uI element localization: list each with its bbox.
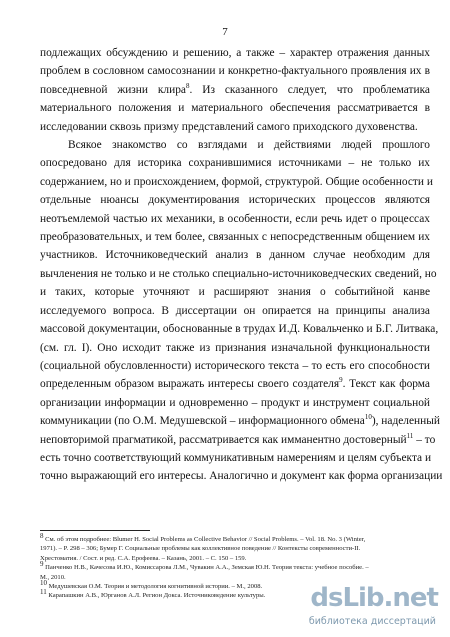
footnote-line: $^9$ Панченко Н.В., Качесова И.Ю., Комиссарова Л.М., Чувакин А.А., Земская Ю.Н. Теория текста: учебное пособие. – [40, 560, 369, 572]
text-line: определенным образом выражать интересы своего создателя$^9$. Текст как форма [40, 376, 430, 391]
text-line: исследуемого вопроса. В диссертации он опирается на принципы анализа [40, 304, 430, 317]
footnote-number: 9 [40, 560, 44, 569]
watermark-logo-text: dsLib.net [310, 583, 438, 613]
watermark-logo [308, 583, 438, 631]
text-line: есть точно соответствующий коммуникативным намерениям и целям субъекта и [40, 451, 432, 464]
text-line: (социальной обусловленности) исторического текста – то есть его способности [40, 359, 430, 372]
footnote-line: $^{10}$ Медушевская О.М. Теория и методология когнитивной истории. – М., 2008. [40, 578, 263, 591]
body-text [40, 44, 443, 486]
footnote-line: М., 2010. [40, 573, 66, 581]
text-line: Всякое знакомство со взглядами и действиями людей прошлого [68, 139, 430, 152]
watermark-tagline: библиотека диссертаций [308, 616, 436, 627]
text-line: организации информации и одновременно – продукт и инструмент социальной [40, 396, 430, 409]
footnote-line: 1971). – P. 298 – 306; Бумер Г. Социальные проблемы как коллективное поведение // Контексты современности-II. [40, 545, 361, 553]
text-line: проблем в сословном самосознании и конкретно-фактуального проявления их в [40, 65, 430, 78]
text-line: содержанием, но и происхождением, формой, структурой. Общие особенности и [40, 175, 433, 188]
footnote-ref[interactable]: 11 [406, 431, 414, 440]
text-line: массовой документации, обоснованные в трудах И.Д. Ковальченко и Б.Г. Литвака, [40, 323, 439, 336]
text-line: исследовании сквозь призму представлений самого приходского духовенства. [40, 120, 418, 133]
footnote-number: 8 [40, 531, 44, 540]
text-line: отдельные нюансы документирования исторических процессов являются [40, 194, 430, 207]
text-line: неповторимой прагматикой, рассматривается как имманентно достоверный$^{11}$ – то [40, 431, 436, 446]
footnote-line: $^{11}$ Карапашкин А.В., Юрганов А.Л. Регион Докса. Источниковедение культуры. [40, 588, 266, 600]
text-line: и таких, которые уточняют и расширяют знания о событийной канве [40, 286, 430, 299]
text-line: участников. Источниковедческий анализ в данном случае необходим для [40, 249, 430, 262]
footnote-ref[interactable]: 8 [185, 82, 190, 91]
text-line: вычленения не только и не столько специально-источниковедческих сведений, но [40, 267, 437, 280]
text-line: неотъемлемой частью их механики, в особенности, если речь идет о процессах [40, 212, 430, 225]
text-line: подлежащих обсуждению и решению, а также – характер отражения данных [40, 47, 430, 59]
text-line: повседневной жизни клира$^8$. Из сказанного следует, что проблематика [40, 82, 430, 96]
text-line: (см. гл. I). Оно исходит также из признания изначальной функциональности [40, 341, 430, 354]
text-line: материального положения и материального обеспечения рассматривается в [40, 102, 430, 115]
text-line: опосредовано для историка сохранившимися источниками – не только их [40, 157, 430, 170]
footnote-line: $^8$ См. об этом подробнее: Blumer H. Social Problems as Collective Behavior // Social Problems. – Vol. 18. No. 3 (Winter, [40, 531, 366, 543]
text-line: точно выражающий его интересы. Аналогично и документ как форма организации [40, 470, 443, 483]
text-line: коммуникации (по О.М. Медушевской – информационного обмена$^{10}$), наделенный [40, 413, 440, 428]
footnote-number: 11 [40, 588, 47, 597]
footnote-ref[interactable]: 9 [339, 376, 343, 385]
text-line: преобразовательных, и тем более, связанных с непосредственным общением их [40, 231, 430, 244]
page-number: 7 [222, 26, 228, 38]
footnote-number: 10 [40, 578, 47, 587]
footnote-line: Хрестоматия. / Сост. и ред. С.А. Ерофеева. – Казань, 2001. – С. 150 – 159. [40, 554, 247, 562]
footnote-separator [40, 530, 150, 531]
footnote-ref[interactable]: 10 [364, 413, 372, 422]
